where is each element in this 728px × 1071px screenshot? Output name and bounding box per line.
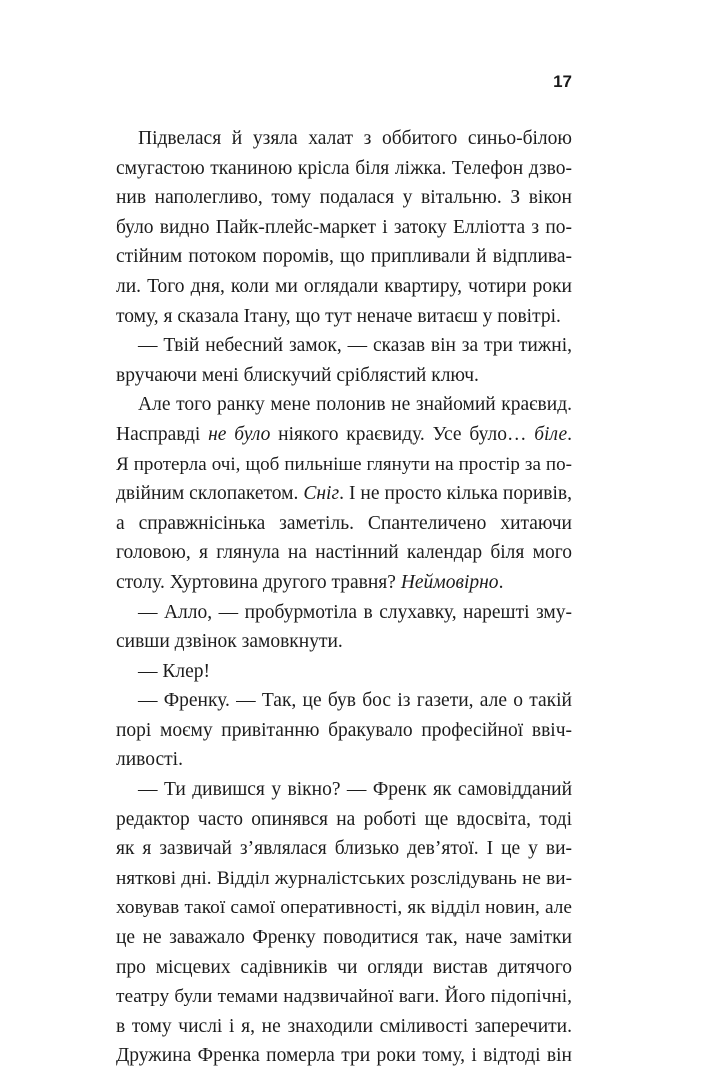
text-line — [116, 598, 572, 628]
text-line — [116, 538, 572, 568]
text-segment: — Клер! — [138, 660, 211, 682]
text-segment: головою, я глянула на настінний календар біля мого — [116, 542, 572, 564]
text-segment: театру були темами надзвичайної ваги. Його підопічні, — [116, 986, 572, 1008]
text-line — [116, 864, 572, 894]
text-segment: порі моєму привітанню бракувало професійної ввіч- — [116, 719, 572, 741]
text-segment: було видно Пайк-плейс-маркет і затоку Еллiотта з по- — [116, 216, 572, 238]
text-segment: про місцевих садівників чи огляди вистав дитячого — [116, 956, 572, 978]
text-line — [116, 834, 572, 864]
text-segment: столу. Хуртовина другого травня? — [116, 571, 401, 593]
text-segment: а справжнісінька заметіль. Спантеличено хитаючи — [116, 512, 572, 534]
text-line — [116, 805, 572, 835]
text-line — [116, 775, 572, 805]
text-segment: . І не просто кілька поривів, — [339, 483, 572, 505]
text-line — [116, 154, 572, 184]
text-line — [116, 953, 572, 983]
text-line — [116, 745, 572, 775]
text-segment: няткові дні. Відділ журналістських розслідувань не ви- — [116, 867, 572, 889]
body-text — [116, 124, 572, 1071]
text-segment: Дружина Френка померла три роки тому, і відтоді він — [116, 1045, 572, 1067]
text-segment: сивши дзвінок замовкнути. — [116, 631, 343, 653]
text-segment: ливості. — [116, 749, 183, 771]
text-segment: ховував такої самої оперативності, як відділ новин, але — [116, 897, 572, 919]
text-line — [116, 390, 572, 420]
text-segment: — Френку. — Так, це був бос із газети, але о такій — [138, 690, 572, 712]
text-line — [116, 302, 572, 332]
text-segment: Я протерла очі, щоб пильніше глянути на простір за по- — [116, 453, 572, 475]
text-line — [116, 361, 572, 391]
text-segment: тому, я сказала Ітану, що тут неначе витаєш у повітрі. — [116, 305, 561, 327]
text-line — [116, 686, 572, 716]
text-line — [116, 1041, 572, 1071]
text-segment: редактор часто опинявся на роботі ще вдосвіта, тоді — [116, 808, 572, 830]
text-line — [116, 124, 572, 154]
text-line — [116, 1012, 572, 1042]
text-line — [116, 982, 572, 1012]
text-segment: — Ти дивишся у вікно? — Френк як самовідданий — [138, 779, 572, 801]
text-line — [116, 716, 572, 746]
text-line — [116, 213, 572, 243]
text-segment: — Твій небесний замок, — сказав він за три тижні, — [138, 335, 572, 357]
text-segment: . — [567, 423, 572, 445]
text-segment: Насправді — [116, 423, 209, 445]
text-line — [116, 420, 572, 450]
text-segment: стійним потоком поромів, що припливали й відплива- — [116, 246, 572, 268]
text-segment: ніякого краєвиду. Усе було… — [270, 423, 535, 445]
text-segment: Підвелася й узяла халат з оббитого синьо-білою — [138, 128, 572, 149]
text-segment: в тому числі і я, не знаходили сміливості заперечити. — [116, 1015, 572, 1037]
text-segment: . — [498, 571, 504, 593]
text-segment: вручаючи мені блискучий сріблястий ключ. — [116, 364, 479, 386]
text-segment: ли. Того дня, коли ми оглядали квартиру, чотири роки — [116, 275, 572, 297]
italic-text: не було — [208, 423, 271, 445]
text-segment: нив наполегливо, тому подалася у вітальню. З вікон — [116, 187, 572, 209]
italic-text: біле — [534, 423, 568, 445]
text-segment: як я зазвичай з’являлася близько дев’ятої. І це у ви- — [116, 838, 572, 860]
page-number: 17 — [553, 72, 572, 91]
text-segment: смугастою тканиною крісла біля ліжка. Телефон дзво- — [116, 157, 572, 179]
text-line — [116, 509, 572, 539]
text-line — [116, 893, 572, 923]
text-segment: це не заважало Френку поводитися так, наче замітки — [116, 927, 572, 949]
text-line — [116, 242, 572, 272]
text-line — [116, 450, 572, 480]
text-segment: двійним склопакетом. — [116, 483, 304, 505]
text-segment: — Алло, — пробурмотіла в слухавку, нарешті зму- — [138, 601, 572, 623]
text-line — [116, 657, 572, 687]
italic-text: Сніг — [303, 483, 340, 505]
italic-text: Неймовірно — [400, 571, 499, 593]
text-line — [116, 568, 572, 598]
text-line — [116, 331, 572, 361]
text-line — [116, 272, 572, 302]
text-line — [116, 627, 572, 657]
text-line — [116, 479, 572, 509]
text-line — [116, 183, 572, 213]
text-line — [116, 923, 572, 953]
text-segment: Але того ранку мене полонив не знайомий краєвид. — [138, 394, 572, 416]
